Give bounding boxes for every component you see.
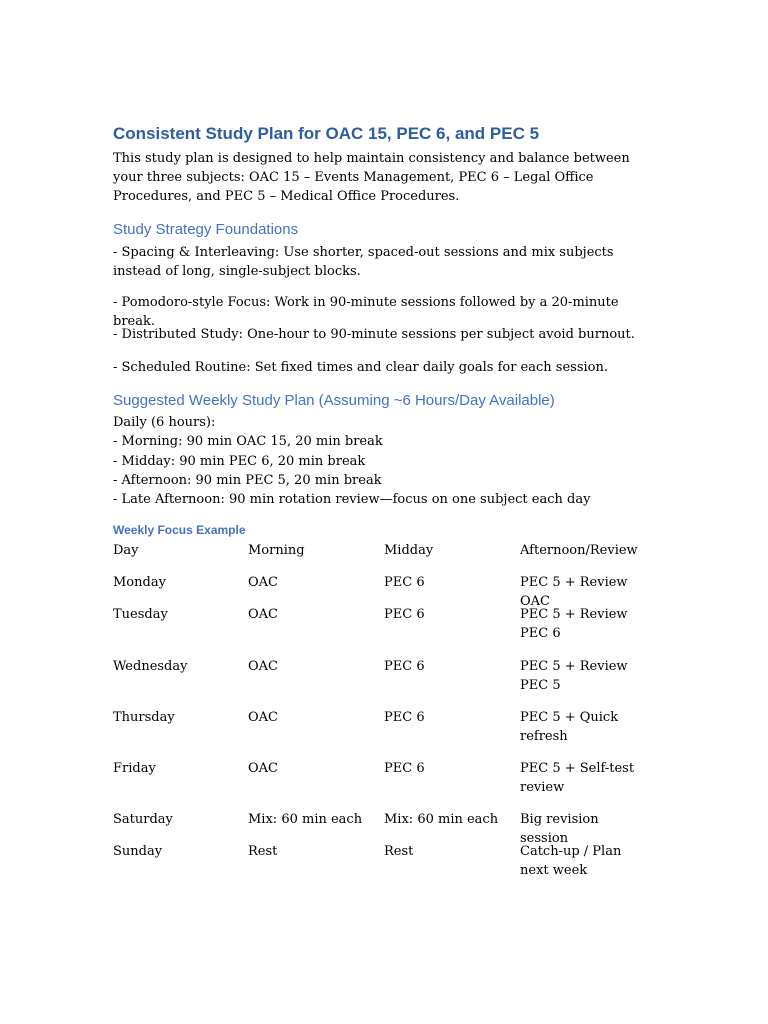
daily-schedule: [113, 413, 590, 509]
table-cell: PEC 6: [384, 659, 425, 674]
foundation-item: - Pomodoro-style Focus: Work in 90-minute sessions followed by a 20-minute break.: [113, 295, 619, 329]
daily-line: - Midday: 90 min PEC 6, 20 min break: [113, 453, 366, 469]
table-cell: PEC 5 + Self-test review: [520, 761, 635, 795]
document-title: Consistent Study Plan for OAC 15, PEC 6, and PEC 5: [113, 124, 540, 143]
table-cell: Sunday: [113, 844, 163, 859]
table-cell: Wednesday: [113, 659, 188, 674]
table-header-cell: Afternoon/Review: [520, 543, 638, 558]
foundation-item: - Spacing & Interleaving: Use shorter, spaced-out sessions and mix subjects instead of long, single-subject blocks.: [113, 245, 614, 279]
daily-line: - Afternoon: 90 min PEC 5, 20 min break: [113, 472, 382, 488]
daily-line: - Late Afternoon: 90 min rotation review—focus on one subject each day: [113, 492, 591, 508]
table-header-cell: Midday: [384, 543, 434, 558]
table-cell: OAC: [248, 607, 278, 622]
table-header-cell: Morning: [248, 543, 305, 558]
table-cell: Big revision session: [520, 812, 599, 846]
table-cell: Monday: [113, 575, 166, 590]
table-cell: Mix: 60 min each: [248, 812, 363, 827]
table-cell: Rest: [248, 844, 278, 859]
foundations-heading: Study Strategy Foundations: [113, 221, 299, 238]
table-header-cell: Day: [113, 543, 139, 558]
table-cell: PEC 6: [384, 761, 425, 776]
table-cell: PEC 6: [384, 710, 425, 725]
table-cell: OAC: [248, 659, 278, 674]
table-cell: Mix: 60 min each: [384, 812, 499, 827]
table-cell: Rest: [384, 844, 414, 859]
table-cell: PEC 6: [384, 607, 425, 622]
table-cell: Friday: [113, 761, 156, 776]
table-cell: OAC: [248, 710, 278, 725]
table-cell: PEC 6: [384, 575, 425, 590]
daily-line: Daily (6 hours):: [113, 415, 216, 430]
table-cell: PEC 5 + Review PEC 5: [520, 659, 628, 693]
table-cell: Thursday: [113, 710, 175, 725]
weekly-focus-heading: Weekly Focus Example: [113, 523, 246, 537]
table-cell: PEC 5 + Review PEC 6: [520, 607, 628, 641]
table-cell: PEC 5 + Review OAC: [520, 575, 628, 609]
table-cell: Tuesday: [113, 607, 168, 622]
foundation-item: - Distributed Study: One-hour to 90-minute sessions per subject avoid burnout.: [113, 327, 635, 342]
intro-paragraph: This study plan is designed to help maintain consistency and balance between your three subjects: OAC 15 – Events Management, PEC 6 – Legal Office Procedures, and PEC 5 – Medical Office Procedures.: [113, 151, 630, 204]
daily-line: - Morning: 90 min OAC 15, 20 min break: [113, 434, 383, 450]
table-cell: Catch-up / Plan next week: [520, 844, 622, 878]
table-cell: OAC: [248, 761, 278, 776]
foundation-item: - Scheduled Routine: Set fixed times and clear daily goals for each session.: [113, 360, 608, 375]
table-cell: PEC 5 + Quick refresh: [520, 710, 619, 744]
table-cell: Saturday: [113, 812, 173, 827]
table-cell: OAC: [248, 575, 278, 590]
weekly-plan-heading: Suggested Weekly Study Plan (Assuming ~6 Hours/Day Available): [113, 392, 555, 409]
